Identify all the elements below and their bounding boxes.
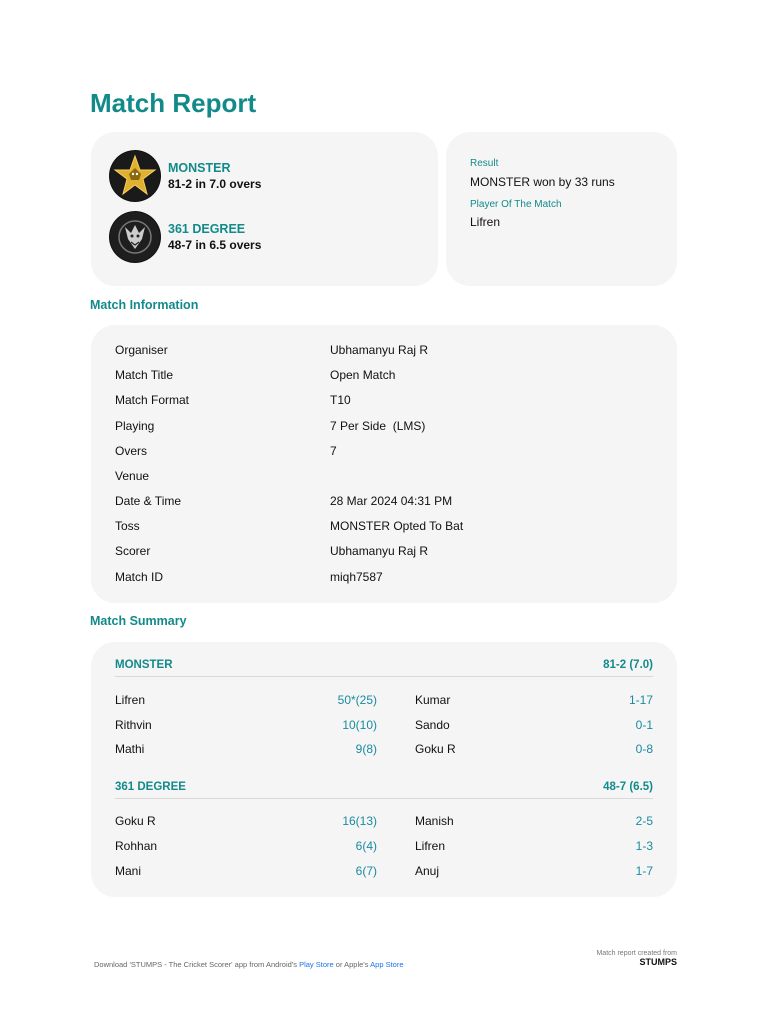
batter-name: Rithvin: [115, 718, 152, 732]
info-key: Playing: [115, 419, 155, 433]
info-value: 28 Mar 2024 04:31 PM: [330, 494, 453, 508]
info-row: [115, 393, 655, 411]
player-row: [115, 742, 653, 760]
bowler-name: Kumar: [415, 693, 451, 707]
innings-total: 81-2 (7.0): [603, 659, 653, 671]
batter-score: 9(8): [355, 742, 377, 756]
player-row: [115, 718, 653, 736]
info-row: [115, 444, 655, 462]
result-value: MONSTER won by 33 runs: [470, 175, 615, 189]
info-row: [115, 343, 655, 361]
info-value: MONSTER Opted To Bat: [330, 519, 464, 533]
batter-score: 10(10): [342, 718, 377, 732]
page-title: Match Report: [90, 88, 257, 118]
player-row: [115, 693, 653, 711]
potm-value: Lifren: [470, 215, 501, 229]
info-key: Organiser: [115, 343, 168, 357]
info-key: Scorer: [115, 544, 151, 558]
info-key: Match ID: [115, 570, 164, 584]
team-score: 48-7 in 6.5 overs: [168, 237, 262, 252]
team-score: 81-2 in 7.0 overs: [168, 176, 262, 191]
batter-score: 50*(25): [337, 693, 377, 707]
bowler-figures: 1-3: [635, 839, 653, 853]
team-name: MONSTER: [168, 160, 231, 175]
bowler-figures: 2-5: [635, 814, 653, 828]
innings-team: MONSTER: [115, 659, 173, 671]
info-value: Open Match: [330, 368, 396, 382]
footer-download-text: [94, 960, 404, 969]
innings-header: [115, 781, 653, 799]
bowler-name: Goku R: [415, 742, 456, 756]
info-row: [115, 494, 655, 512]
361-degree-logo-icon: [109, 211, 161, 263]
innings-header: [115, 659, 653, 677]
monster-logo-icon: [109, 150, 161, 202]
match-information-card: [91, 325, 677, 603]
team-361-degree: [109, 211, 261, 263]
batter-score: 6(7): [355, 864, 377, 878]
batter-name: Mani: [115, 864, 142, 878]
bowler-name: Anuj: [415, 864, 440, 878]
player-row: [115, 814, 653, 832]
info-row: [115, 570, 655, 588]
info-row: [115, 469, 655, 487]
info-value: miqh7587: [330, 570, 383, 584]
match-information-title: Match Information: [90, 298, 199, 312]
batter-name: Mathi: [115, 742, 145, 756]
info-key: Match Title: [115, 368, 174, 382]
match-summary-title: Match Summary: [90, 614, 187, 628]
result-label: Result: [470, 158, 499, 169]
innings-team: 361 DEGREE: [115, 781, 186, 793]
footer-text: Download 'STUMPS - The Cricket Scorer' app from Android's: [94, 960, 297, 969]
play-store-link[interactable]: Play Store: [299, 960, 334, 969]
info-row: [115, 368, 655, 386]
info-key: Match Format: [115, 393, 190, 407]
bowler-figures: 0-8: [635, 742, 653, 756]
bowler-name: Sando: [415, 718, 450, 732]
info-key: Date & Time: [115, 494, 182, 508]
info-value: Ubhamanyu Raj R: [330, 544, 429, 558]
info-key: Venue: [115, 469, 150, 483]
batter-score: 16(13): [342, 814, 377, 828]
footer-text: or Apple's: [335, 960, 369, 969]
info-value: 7 Per Side (LMS): [330, 419, 426, 433]
team-name: 361 DEGREE: [168, 221, 246, 236]
innings-total: 48-7 (6.5): [603, 781, 653, 793]
batter-score: 6(4): [355, 839, 377, 853]
info-row: [115, 519, 655, 537]
info-value: T10: [330, 393, 351, 407]
player-row: [115, 839, 653, 857]
batter-name: Goku R: [115, 814, 156, 828]
bowler-figures: 1-7: [635, 864, 653, 878]
footer-branding: [596, 950, 677, 967]
info-value: Ubhamanyu Raj R: [330, 343, 429, 357]
info-key: Overs: [115, 444, 148, 458]
potm-label: Player Of The Match: [470, 199, 562, 210]
info-value: 7: [330, 444, 337, 458]
info-key: Toss: [115, 519, 140, 533]
teams-card: [91, 132, 438, 286]
bowler-name: Lifren: [415, 839, 446, 853]
info-row: [115, 544, 655, 562]
bowler-figures: 1-17: [628, 693, 653, 707]
match-summary-card: [91, 642, 677, 897]
info-row: [115, 419, 655, 437]
app-store-link[interactable]: App Store: [370, 960, 404, 969]
created-from-text: Match report created from: [596, 950, 677, 957]
bowler-name: Manish: [415, 814, 454, 828]
stumps-brand: STUMPS: [639, 957, 677, 967]
batter-name: Lifren: [115, 693, 146, 707]
bowler-figures: 0-1: [635, 718, 653, 732]
batter-name: Rohhan: [115, 839, 158, 853]
result-card: [446, 132, 677, 286]
player-row: [115, 864, 653, 882]
team-monster: [109, 150, 261, 202]
